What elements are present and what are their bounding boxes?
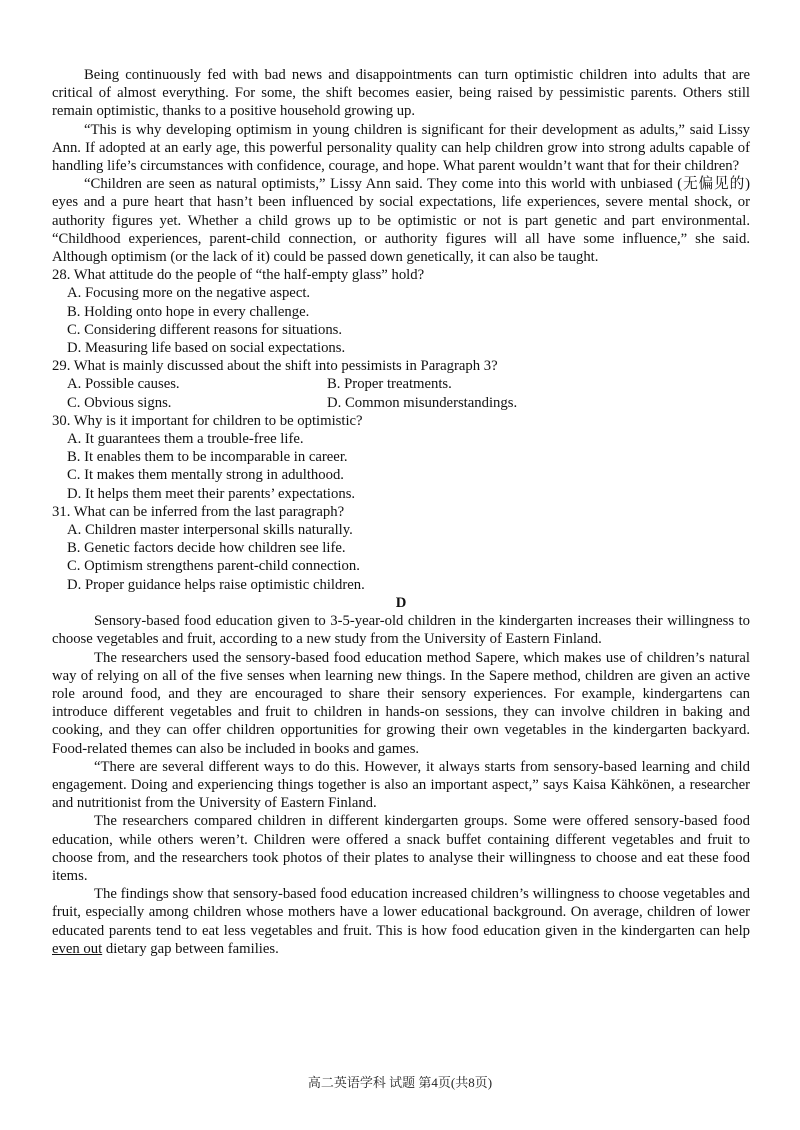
passage-d-paragraph: Sensory-based food education given to 3-5-year-old children in the kindergarten increases their willingness to choose vegetables and fruit, according to a new study from the University of Eastern Finland. — [52, 613, 750, 648]
paragraph-text: dietary gap between families. — [102, 940, 279, 957]
passage-d-paragraph: The researchers used the sensory-based food education method Sapere, which makes use of children’s natural way of relying on all of the five senses when learning new things. In the Sapere method, children are given an active role around food, and they are encouraged to share their sensory experiences. For example, kindergartens can introduce different vegetables and fruit to children in hands-on sessions, they can involve children in baking and cooking, and they can offer children opportunities for growing their own vegetables in the kindergarten backyard. Food-related themes can also be included in books and games. — [52, 649, 750, 757]
question-stem: 28. What attitude do the people of “the half-empty glass” hold? — [52, 267, 425, 284]
option-b: B. Genetic factors decide how children see life. — [67, 540, 346, 557]
option-a: A. Focusing more on the negative aspect. — [67, 285, 311, 302]
passage-d-paragraph: “There are several different ways to do this. However, it always starts from sensory-based learning and child engagement. Doing and experiencing things together is also an important aspect,” says Kaisa Kähkönen, a researcher and nutritionist from the University of Eastern Finland. — [52, 758, 750, 812]
paragraph-text: The findings show that sensory-based food education increased children’s willingness to choose vegetables and fruit, especially among children whose mothers have a lower educational background. On average, children of lower educated parents tend to eat less vegetables and fruit. This is how food education given in the kindergarten can help — [52, 886, 750, 939]
exam-page — [52, 66, 750, 958]
passage-c-paragraph: “Children are seen as natural optimists,” Lissy Ann said. They come into this world with unbiased (无偏见的) eyes and a pure heart that hasn’t been influenced by social expectations, life experiences, severe mental shock, or authority figures yet. Whether a child grows up to be optimistic or not is part genetic and part environmental. “Childhood experiences, parent-child connection, or authority figures will all have some influence,” she said. Although optimism (or the lack of it) could be passed down genetically, it can also be taught. — [52, 176, 750, 266]
passage-d-paragraph — [52, 885, 750, 958]
passage-c-paragraph: “This is why developing optimism in young children is significant for their development as adults,” said Lissy Ann. If adopted at an early age, this powerful personality quality can help children grow into strong adults capable of handling life’s circumstances with confidence, courage, and hope. What parent wouldn’t want that for their children? — [52, 121, 750, 175]
option-b: B. Proper treatments. — [327, 376, 452, 393]
option-c: C. Optimism strengthens parent-child connection. — [67, 558, 360, 575]
option-d: D. Common misunderstandings. — [327, 394, 518, 411]
option-a: A. Possible causes. — [67, 376, 180, 393]
option-b: B. It enables them to be incomparable in career. — [67, 449, 348, 466]
question-28 — [52, 266, 750, 357]
question-stem: 31. What can be inferred from the last paragraph? — [52, 503, 345, 520]
question-31 — [52, 503, 750, 594]
option-b: B. Holding onto hope in every challenge. — [67, 303, 310, 320]
question-stem: 30. Why is it important for children to be optimistic? — [52, 412, 363, 429]
option-c: C. It makes them mentally strong in adulthood. — [67, 467, 344, 484]
passage-d-paragraph: The researchers compared children in different kindergarten groups. Some were offered sensory-based food education, while others weren’t. Children were offered a snack buffet containing different vegetables and fruit to choose from, and the researchers took photos of their plates to analyse their willingness to choose and eat these food items. — [52, 813, 750, 884]
passage-c-paragraph: Being continuously fed with bad news and disappointments can turn optimistic children into adults that are critical of almost everything. For some, the shift becomes easier, being raised by pessimistic parents. Others still remain optimistic, thanks to a positive household growing up. — [52, 67, 750, 120]
question-30 — [52, 412, 750, 503]
option-d: D. Measuring life based on social expectations. — [67, 340, 346, 357]
option-d: D. Proper guidance helps raise optimistic children. — [67, 576, 365, 593]
option-a: A. Children master interpersonal skills naturally. — [67, 522, 353, 539]
underlined-phrase: even out — [52, 940, 103, 957]
question-29 — [52, 357, 750, 412]
page-footer: 高二英语学科 试题 第4页(共8页) — [307, 1075, 493, 1090]
question-stem: 29. What is mainly discussed about the shift into pessimists in Paragraph 3? — [52, 358, 498, 375]
option-a: A. It guarantees them a trouble-free life. — [67, 431, 304, 448]
option-d: D. It helps them meet their parents’ expectations. — [67, 485, 356, 502]
option-c: C. Obvious signs. — [67, 394, 172, 411]
option-c: C. Considering different reasons for situations. — [67, 321, 343, 338]
section-heading: D — [395, 594, 407, 611]
